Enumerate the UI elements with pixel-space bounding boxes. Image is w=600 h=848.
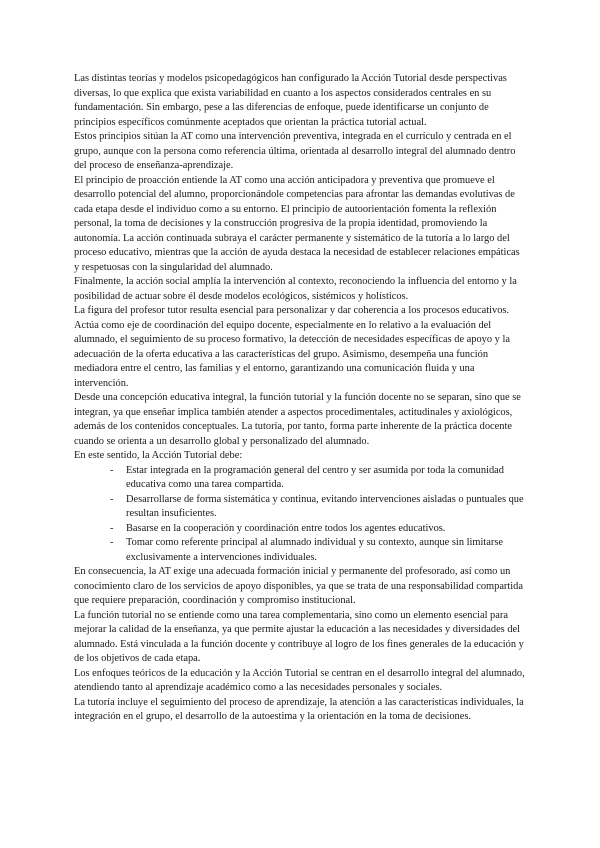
dash-bullet: -	[110, 537, 114, 548]
bullet-list	[74, 464, 526, 566]
list-item	[110, 464, 526, 493]
list-intro: En este sentido, la Acción Tutorial debe:	[74, 450, 243, 461]
paragraph: La función tutorial no se entiende como una tarea complementaria, sino como un elemento esencial para mejorar la calidad de la enseñanza, ya que permite ajustar la educación a las necesidades y diversidades del alumnado. Está vinculada a la función docente y contribuye al logro de los fines generales de la educación y de los objetivos de cada etapa.	[74, 609, 524, 664]
dash-bullet: -	[110, 493, 114, 505]
list-item	[110, 522, 526, 537]
paragraph: El principio de proacción entiende la AT como una acción anticipadora y preventiva que promueve el desarrollo potencial del alumno, proporcionándole competencias para afrontar las demandas evolutivas de cada etapa desde el individuo como a su entorno. El principio de autoorientación fomenta la reflexión personal, la toma de decisiones y la construcción progresiva de la propia identidad, promoviendo la autonomía. La acción continuada subraya el carácter permanente y sistemático de la tutoría a lo largo del proceso educativo, mientras que la acción de ayuda destaca la necesidad de establecer relaciones empáticas y respetuosas con la singularidad del alumnado.	[74, 174, 520, 273]
paragraph: La figura del profesor tutor resulta esencial para personalizar y dar coherencia a los procesos educativos. Actúa como eje de coordinación del equipo docente, especialmente en lo relativo a la evaluación del alumnado, el seguimiento de su proceso formativo, la detección de necesidades específicas de apoyo y la adecuación de la oferta educativa a las características del grupo. Asimismo, desempeña una función mediadora entre el centro, las familias y el entorno, garantizando una comunicación fluida y una intervención.	[74, 305, 510, 389]
paragraph: En consecuencia, la AT exige una adecuada formación inicial y permanente del profesorado, así como un conocimiento claro de los servicios de apoyo disponibles, ya que se trata de una responsabilidad compartida que requiere preparación, coordinación y compromiso institucional.	[74, 566, 523, 606]
list-item-text: Desarrollarse de forma sistemática y continua, evitando intervenciones aisladas o puntuales que resultan insuficientes.	[126, 493, 524, 519]
document-body	[74, 72, 526, 725]
dash-bullet: -	[110, 464, 114, 476]
list-item	[110, 493, 526, 522]
list-item-text: Estar integrada en la programación general del centro y ser asumida por toda la comunidad educativa como una tarea compartida.	[126, 464, 504, 490]
dash-bullet: -	[110, 522, 114, 534]
list-item-text: Tomar como referente principal al alumnado individual y su contexto, aunque sin limitarse exclusivamente a intervenciones individuales.	[126, 537, 503, 563]
list-item-text: Basarse en la cooperación y coordinación entre todos los agentes educativos.	[126, 522, 446, 534]
paragraph: Estos principios sitúan la AT como una intervención preventiva, integrada en el currículo y centrada en el grupo, aunque con la persona como referencia última, orientada al desarrollo integral del alumnado dentro del proceso de enseñanza-aprendizaje.	[74, 131, 516, 171]
paragraph: Desde una concepción educativa integral, la función tutorial y la función docente no se separan, sino que se integran, ya que enseñar implica también atender a aspectos procedimentales, actitudinales y axiológicos, además de los contenidos conceptuales. La tutoría, por tanto, forma parte inherente de la práctica docente cuando se orienta a un desarrollo global y personalizado del alumnado.	[74, 392, 521, 447]
paragraph: Las distintas teorías y modelos psicopedagógicos han configurado la Acción Tutorial desde perspectivas diversas, lo que explica que exista variabilidad en cuanto a los aspectos considerados centrales en su fundamentación. Sin embargo, pese a las diferencias de enfoque, puede identificarse un conjunto de principios específicos comúnmente aceptados que orientan la práctica tutorial actual.	[74, 73, 507, 128]
paragraph: La tutoría incluye el seguimiento del proceso de aprendizaje, la atención a las características individuales, la integración en el grupo, el desarrollo de la autoestima y la orientación en la toma de decisiones.	[74, 696, 524, 722]
list-item	[110, 536, 526, 565]
paragraph: Finalmente, la acción social amplía la intervención al contexto, reconociendo la influencia del entorno y la posibilidad de actuar sobre él desde modelos ecológicos, sistémicos y holísticos.	[74, 276, 517, 302]
paragraph: Los enfoques teóricos de la educación y la Acción Tutorial se centran en el desarrollo integral del alumnado, atendiendo tanto al aprendizaje académico como a las necesidades personales y sociales.	[74, 667, 525, 693]
